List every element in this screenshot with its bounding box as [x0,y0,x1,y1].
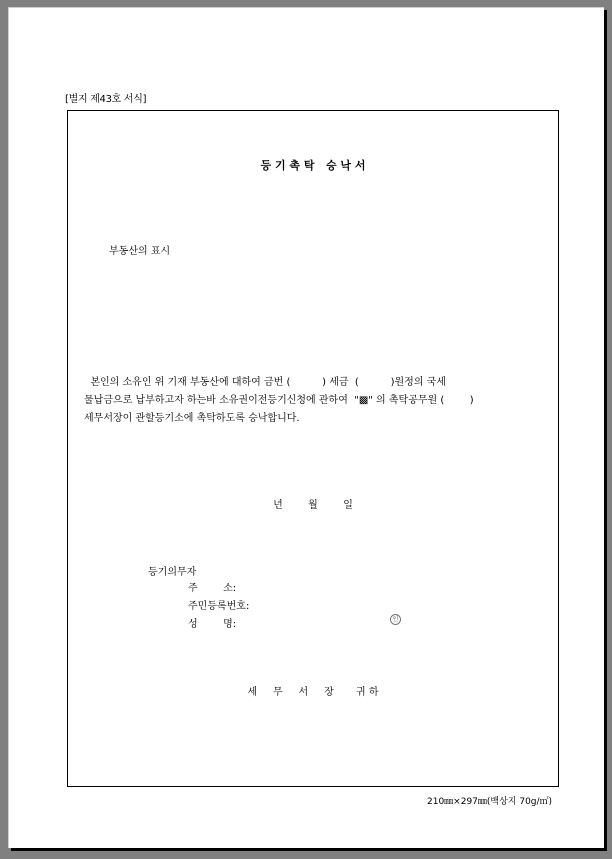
seal-icon: 인 [390,614,401,625]
obligor-label: 등기의무자 [148,567,197,578]
document-page [8,7,604,848]
property-label: 부동산의 표시 [109,246,171,257]
form-frame [67,110,559,787]
date-line: 년 월 일 [273,500,353,511]
address-label: 주 소: [188,583,237,594]
body-line-1: 본인의 소유인 위 기재 부동산에 대하여 금번 ( ) 세금 ( )원정의 국세 [84,377,447,388]
body-line-3: 세무서장이 관할등기소에 촉탁하도록 승낙합니다. [84,413,300,424]
body-line-2: 물납금으로 납부하고자 하는바 소유권이전등기신청에 관하여 "▩" 의 촉탁공무원 ( ) [84,395,474,406]
addressee: 세 무 서 장 귀 하 [247,687,379,698]
document-title: 등 기 촉 탁 승 낙 서 [260,159,366,172]
registration-number-label: 주민등록번호: [188,601,250,612]
paper-size-note: 210㎜×297㎜(백상지 70g/㎡) [427,797,553,807]
name-label: 성 명: [188,619,237,630]
form-number: [별지 제43호 서식] [65,94,147,105]
